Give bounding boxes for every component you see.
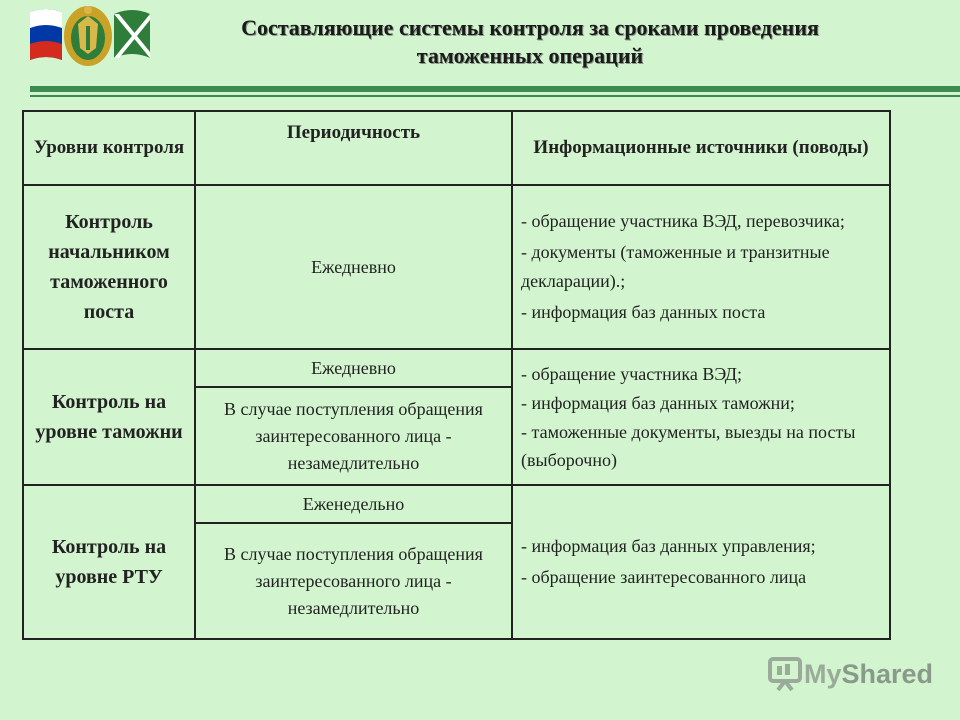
sources-cell — [512, 485, 890, 639]
control-level-rtu: Контроль на уровне РТУ — [23, 485, 195, 639]
periodicity-cell: В случае поступления обращения заинтересованного лица - незамедлительно — [195, 387, 512, 485]
title-line-2: таможенных операций — [416, 43, 644, 68]
column-header-sources: Информационные источники (поводы) — [512, 111, 890, 185]
sources-cell — [512, 185, 890, 349]
periodicity-cell: Ежедневно — [195, 185, 512, 349]
column-header-levels: Уровни контроля — [23, 111, 195, 185]
watermark-shared: Shared — [841, 658, 934, 689]
sources-cell — [512, 349, 890, 485]
myshared-watermark — [768, 654, 933, 694]
control-level-post: Контроль начальником таможенного поста — [23, 185, 195, 349]
title-divider — [30, 86, 960, 92]
periodicity-cell: Ежедневно — [195, 349, 512, 387]
column-header-periodicity: Периодичность — [195, 111, 512, 185]
control-system-table — [22, 110, 891, 640]
title-divider-thin — [30, 95, 960, 97]
source-item: - таможенные документы, выезды на посты (выборочно) — [521, 422, 856, 470]
source-item: - информация баз данных таможни; — [521, 393, 795, 413]
source-item: - информация баз данных управления; — [521, 536, 816, 556]
source-item: - обращение участника ВЭД, перевозчика; — [521, 211, 845, 231]
page-title — [160, 14, 900, 70]
source-item: - документы (таможенные и транзитные декларации).; — [521, 242, 830, 291]
table-row — [23, 349, 890, 387]
table-header-row — [23, 111, 890, 185]
table-row — [23, 185, 890, 349]
russian-flag-icon — [30, 9, 62, 60]
periodicity-cell: Еженедельно — [195, 485, 512, 523]
source-item: - обращение заинтересованного лица — [521, 567, 807, 587]
source-item: - обращение участника ВЭД; — [521, 364, 743, 384]
customs-flag-icon — [114, 10, 150, 58]
customs-emblem-icon — [64, 6, 112, 66]
source-item: - информация баз данных поста — [521, 302, 766, 322]
presentation-icon — [768, 657, 804, 691]
title-line-1: Составляющие системы контроля за сроками проведения — [241, 15, 819, 40]
control-level-customs: Контроль на уровне таможни — [23, 349, 195, 485]
watermark-my: My — [804, 658, 842, 689]
periodicity-cell: В случае поступления обращения заинтересованного лица - незамедлительно — [195, 523, 512, 639]
customs-logo — [26, 2, 154, 70]
table-row — [23, 485, 890, 523]
